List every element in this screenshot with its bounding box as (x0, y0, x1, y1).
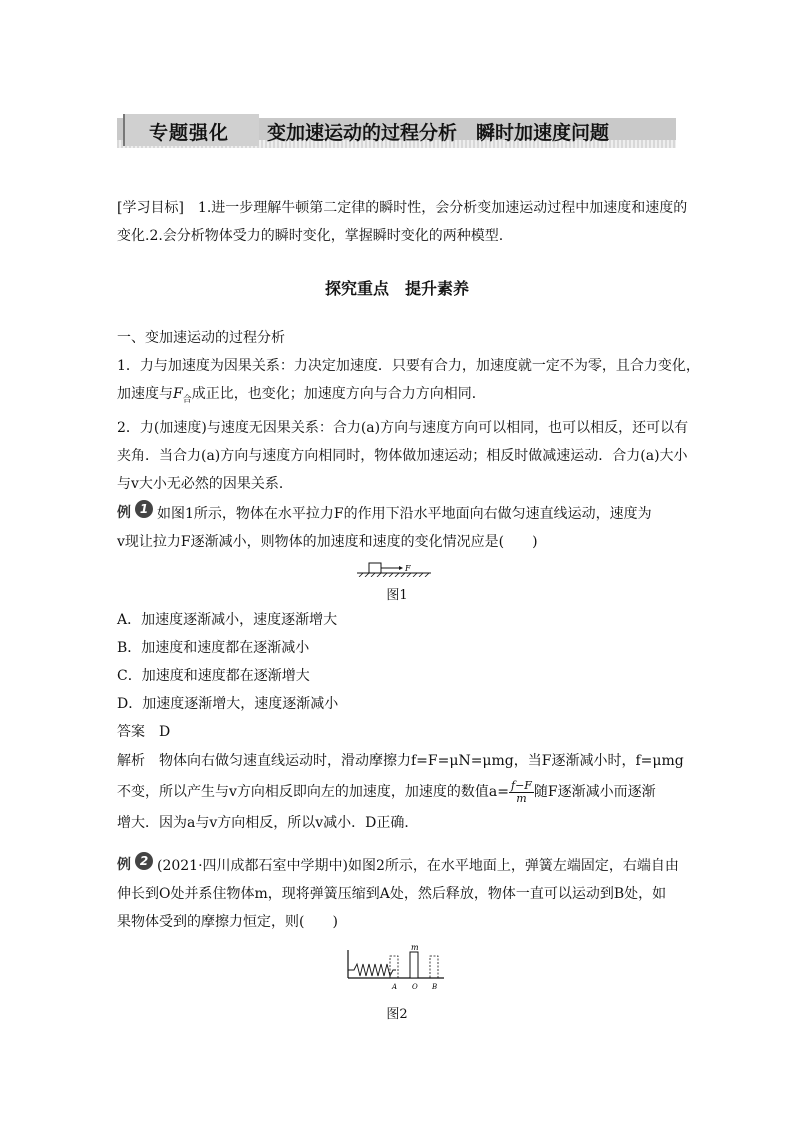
block-m (410, 952, 418, 978)
label-o: O (412, 983, 418, 991)
block (369, 563, 381, 573)
analysis (117, 746, 684, 839)
part1-item1-line2: 加速度与$F_合$成正比，也变化；加速度方向与合力方向相同． (117, 386, 486, 405)
option-c: C．加速度和速度都在逐渐增大 (117, 668, 310, 684)
example2-line3: 果物体受到的摩擦力恒定，则( ) (117, 914, 338, 930)
block-at-b (430, 956, 438, 978)
part1 (117, 324, 700, 498)
fraction: $\frac{f-F}{m}$ (511, 778, 532, 805)
label-a: A (392, 983, 398, 991)
example1-options (117, 606, 679, 746)
figure2-caption: 图2 (386, 1007, 408, 1022)
figure2-diagram (344, 944, 448, 994)
example2-line1: 例 2 (2021·四川成都石室中学期中)如图2所示，在水平地面上，弹簧左端固定，右端自由 (117, 854, 679, 874)
part1-item2-line2: 夹角．当合力(a)方向与速度方向相同时，物体做加速运动；相反时做减速运动．合力(a)大小 (117, 447, 688, 464)
analysis-line3: 增大．因为a与v方向相反，所以v减小．D正确． (117, 815, 419, 831)
part1-heading: 一、变加速运动的过程分析 (117, 330, 285, 346)
example-badge-1: 例 1 (117, 501, 157, 521)
label-m: m (411, 944, 419, 952)
force-arrow-head (399, 566, 403, 570)
part1-item2-line1: 2．力(加速度)与速度无因果关系：合力(a)方向与速度方向可以相同，也可以相反，还可以有 (117, 419, 689, 436)
learning-objectives (117, 194, 688, 250)
example1 (117, 500, 679, 556)
header-banner (117, 114, 676, 154)
example2-line2: 伸长到O处并系住物体m，现将弹簧压缩到A处，然后释放，物体一直可以运动到B处，如 (117, 886, 667, 902)
example1-line1: 例 1 如图1所示，物体在水平拉力F的作用下沿水平地面向右做匀速直线运动，速度为 (117, 502, 652, 522)
label-b: B (432, 983, 438, 991)
block-at-a (390, 956, 398, 978)
ground-hatch (359, 573, 429, 577)
option-a: A．加速度逐渐减小，速度逐渐增大 (117, 612, 338, 628)
objectives-line-1: [学习目标] 1.进一步理解牛顿第二定律的瞬时性，会分析变加速运动过程中加速度和速度的 (117, 200, 688, 216)
analysis-line2: 不变，所以产生与v方向相反即向左的加速度，加速度的数值a= $\frac{f-F}{m}$ 随F逐渐减小而逐渐 (117, 778, 656, 805)
part1-item1-line1: 1．力与加速度为因果关系：力决定加速度．只要有合力，加速度就一定不为零，且合力变化， (117, 358, 700, 374)
example1-line2: v现让拉力F逐渐减小，则物体的加速度和速度的变化情况应是( ) (117, 534, 538, 550)
analysis-line1: 解析 物体向右做匀速直线运动时，滑动摩擦力f=F=μN=μmg，当F逐渐减小时，f=μmg (117, 753, 684, 769)
part1-item2-line3: 与v大小无必然的因果关系． (117, 475, 293, 492)
section-heading: 探究重点 提升素养 (324, 279, 469, 298)
page-title: 变加速运动的过程分析 瞬时加速度问题 (267, 122, 610, 144)
example2 (117, 852, 679, 936)
option-d: D．加速度逐渐增大，速度逐渐减小 (117, 696, 339, 712)
force-label: F (405, 564, 411, 573)
objectives-line-2: 变化.2.会分析物体受力的瞬时变化，掌握瞬时变化的两种模型. (117, 228, 504, 244)
figure1-diagram (355, 561, 435, 577)
topic-tag-text: 专题强化 (149, 122, 230, 144)
answer: 答案 D (117, 724, 171, 740)
figure1-caption: 图1 (386, 588, 408, 603)
topic-tag (123, 114, 259, 146)
option-b: B．加速度和速度都在逐渐减小 (117, 640, 310, 656)
example-badge-2: 例 2 (117, 853, 157, 873)
spring (348, 964, 396, 976)
